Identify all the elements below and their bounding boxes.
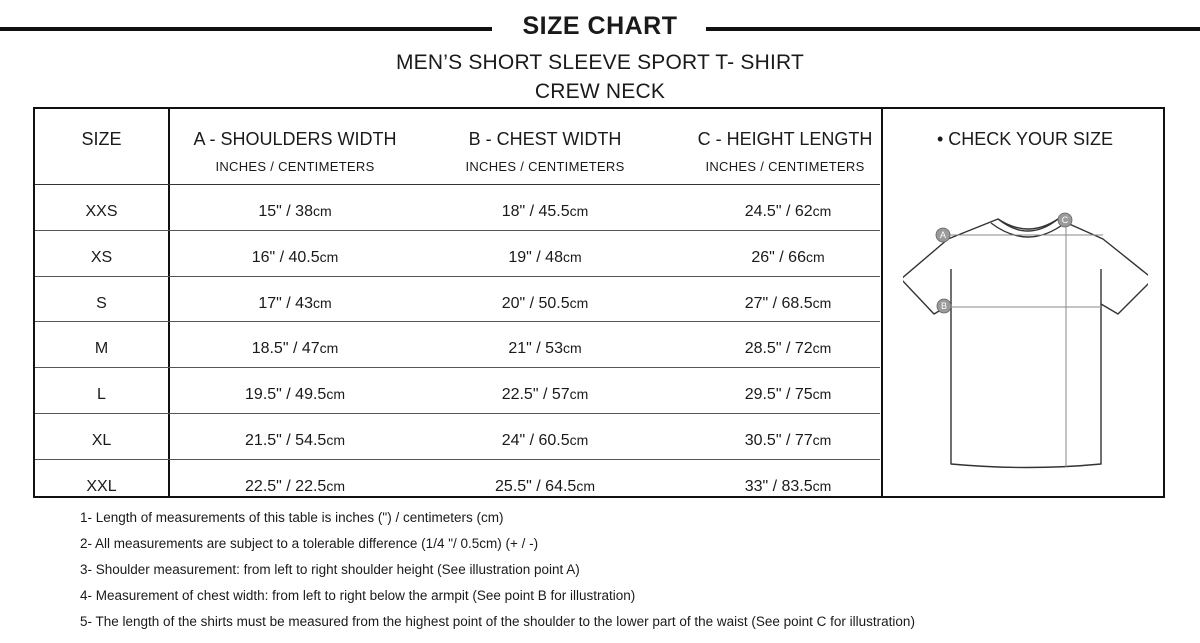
- notes-list: [80, 508, 915, 638]
- note-item: 5- The length of the shirts must be measured from the highest point of the shoulder to the lower part of the waist (See point C for illustration): [80, 614, 915, 629]
- measure-cell-a: 17" / 43cm: [258, 294, 332, 312]
- measure-cell-a: 22.5" / 22.5cm: [245, 477, 345, 495]
- note-item: 2- All measurements are subject to a tolerable difference (1/4 "/ 0.5cm) (+ / -): [80, 536, 539, 551]
- row-divider: [35, 367, 880, 368]
- header-height-label: C - HEIGHT LENGTH: [697, 129, 873, 149]
- point-c-label: C: [1061, 215, 1069, 225]
- header-size: SIZE: [81, 129, 122, 149]
- measure-cell-c: 26" / 66cm: [751, 248, 825, 266]
- measure-cell-c: 29.5" / 75cm: [744, 386, 832, 404]
- point-b-label: B: [940, 301, 948, 311]
- row-divider: [35, 230, 880, 231]
- measure-cell-a: 16" / 40.5cm: [251, 248, 339, 266]
- header-chest-units: INCHES / CENTIMETERS: [465, 159, 625, 174]
- check-your-size-label: • CHECK YOUR SIZE: [936, 129, 1113, 149]
- measure-cell-c: 27" / 68.5cm: [744, 294, 832, 312]
- measure-cell-c: 28.5" / 72cm: [744, 340, 832, 358]
- page-title: SIZE CHART: [522, 12, 678, 40]
- measure-cell-c: 24.5" / 62cm: [744, 203, 832, 220]
- note-item: 1- Length of measurements of this table is inches (") / centimeters (cm): [80, 510, 504, 525]
- header-height-units: INCHES / CENTIMETERS: [705, 159, 865, 174]
- measure-cell-c: 33" / 83.5cm: [744, 477, 832, 495]
- header-shoulders: [175, 129, 415, 174]
- size-cell: S: [96, 294, 107, 312]
- header-chest: [425, 129, 665, 174]
- measure-cell-a: 19.5" / 49.5cm: [245, 386, 345, 404]
- size-cell: XXS: [85, 203, 118, 220]
- size-cell: L: [97, 386, 106, 404]
- size-cell: XL: [91, 432, 112, 449]
- header-shoulders-units: INCHES / CENTIMETERS: [215, 159, 375, 174]
- measure-cell-a: 21.5" / 54.5cm: [245, 432, 345, 449]
- size-cell: XXL: [86, 477, 117, 495]
- size-cell: XS: [90, 248, 113, 266]
- header-divider: [35, 184, 880, 185]
- subtitle-product: MEN’S SHORT SLEEVE SPORT T- SHIRT: [395, 51, 805, 74]
- measure-cell-b: 21" / 53cm: [508, 340, 582, 358]
- size-chart-table: [33, 107, 1165, 498]
- note-item: 4- Measurement of chest width: from left to right below the armpit (See point B for illustration): [80, 588, 636, 603]
- header-shoulders-label: A - SHOULDERS WIDTH: [193, 129, 397, 149]
- tshirt-outline: [903, 219, 1148, 468]
- column-divider: [168, 109, 170, 496]
- measure-cell-b: 18" / 45.5cm: [501, 203, 589, 220]
- measure-cell-b: 22.5" / 57cm: [501, 386, 589, 404]
- point-a-label: A: [939, 230, 947, 240]
- subtitle-neck: CREW NECK: [534, 80, 666, 103]
- measure-cell-b: 19" / 48cm: [508, 248, 582, 266]
- measure-cell-b: 24" / 60.5cm: [501, 432, 589, 449]
- row-divider: [35, 321, 880, 322]
- row-divider: [35, 276, 880, 277]
- row-divider: [35, 459, 880, 460]
- measure-cell-a: 15" / 38cm: [258, 203, 332, 220]
- row-divider: [35, 413, 880, 414]
- header-chest-label: B - CHEST WIDTH: [468, 129, 622, 149]
- measure-cell-a: 18.5" / 47cm: [251, 340, 339, 358]
- header-height: [665, 129, 905, 174]
- tshirt-illustration: [903, 209, 1148, 479]
- size-cell: M: [94, 340, 109, 358]
- measure-cell-c: 30.5" / 77cm: [744, 432, 832, 449]
- measure-cell-b: 25.5" / 64.5cm: [495, 477, 595, 495]
- note-item: 3- Shoulder measurement: from left to right shoulder height (See illustration point A): [80, 562, 580, 577]
- measure-cell-b: 20" / 50.5cm: [501, 294, 589, 312]
